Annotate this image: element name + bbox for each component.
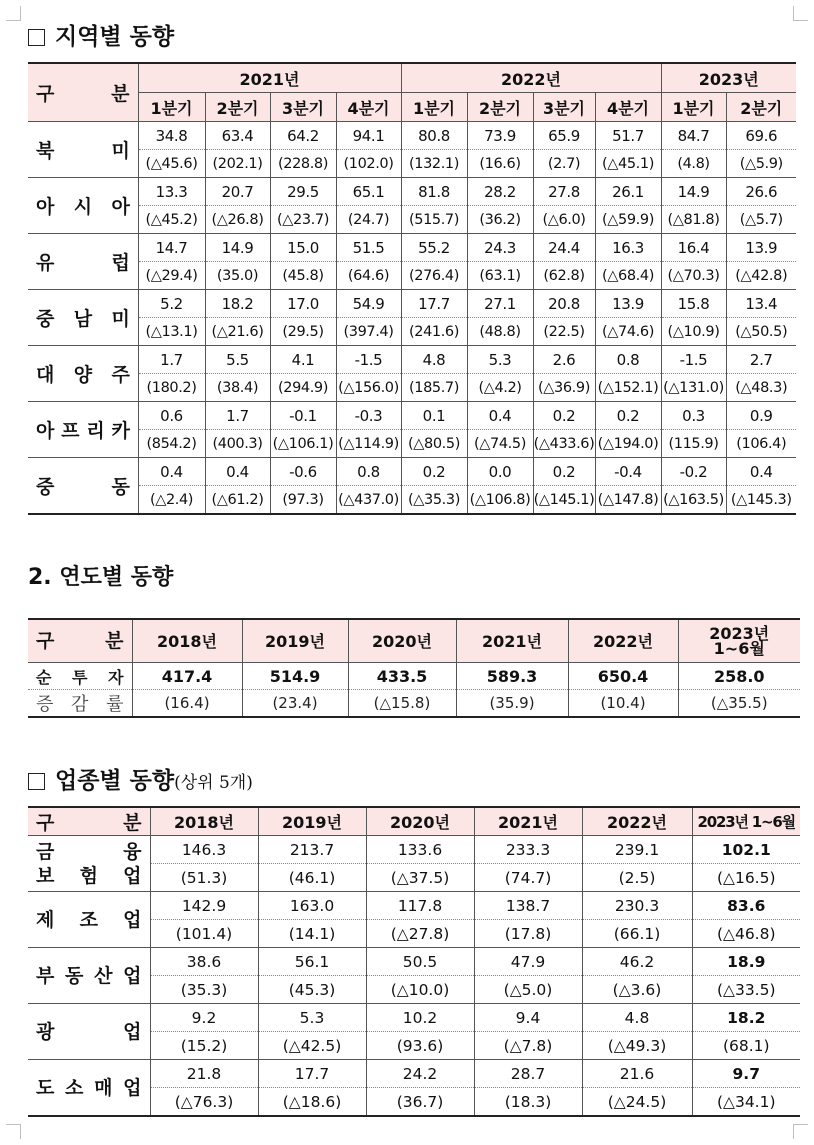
value-cell: -1.5 bbox=[336, 346, 401, 374]
value-cell: 17.0 bbox=[270, 290, 336, 318]
value-cell: 258.0 bbox=[678, 663, 800, 690]
value-cell: 64.2 bbox=[270, 122, 336, 150]
change-cell: (△36.9) bbox=[533, 374, 595, 402]
quarter-header: 3분기 bbox=[270, 93, 336, 122]
value-cell: 20.8 bbox=[533, 290, 595, 318]
change-cell: (△70.3) bbox=[661, 262, 726, 290]
change-cell: (△24.5) bbox=[582, 1088, 692, 1117]
value-cell: 0.6 bbox=[138, 402, 205, 430]
value-cell: 29.5 bbox=[270, 178, 336, 206]
change-cell: (4.8) bbox=[661, 150, 726, 178]
value-cell: 56.1 bbox=[258, 948, 366, 976]
value-cell: 0.8 bbox=[595, 346, 661, 374]
change-cell: (132.1) bbox=[401, 150, 467, 178]
year-header-line: 2023년 bbox=[709, 624, 770, 643]
change-cell: (△106.1) bbox=[270, 430, 336, 458]
change-cell: (△46.8) bbox=[692, 920, 800, 948]
value-cell: 0.4 bbox=[726, 458, 796, 486]
table-row bbox=[28, 262, 796, 290]
checkbox-square-icon bbox=[28, 29, 45, 46]
change-cell: (△10.0) bbox=[366, 976, 474, 1004]
year-header: 2020년 bbox=[348, 619, 456, 663]
value-cell: 233.3 bbox=[474, 836, 582, 864]
quarter-header: 1분기 bbox=[661, 93, 726, 122]
row-label-line: 부 동 산 업 bbox=[36, 964, 142, 987]
value-cell: 14.7 bbox=[138, 234, 205, 262]
row-label-line: 광 업 bbox=[36, 1020, 142, 1043]
page-corner-mark bbox=[6, 6, 21, 21]
change-cell: (38.4) bbox=[205, 374, 270, 402]
value-cell: 21.6 bbox=[582, 1060, 692, 1088]
value-cell: -0.3 bbox=[336, 402, 401, 430]
value-cell: 9.4 bbox=[474, 1004, 582, 1032]
change-cell: (29.5) bbox=[270, 318, 336, 346]
value-cell: 0.2 bbox=[595, 402, 661, 430]
change-cell: (2.7) bbox=[533, 150, 595, 178]
change-cell: (△18.6) bbox=[258, 1088, 366, 1117]
table-row bbox=[28, 234, 796, 262]
row-label bbox=[28, 1004, 150, 1060]
row-label: 중 남 미 bbox=[28, 290, 138, 346]
value-cell: 13.9 bbox=[595, 290, 661, 318]
change-cell: (△29.4) bbox=[138, 262, 205, 290]
value-cell: 0.9 bbox=[726, 402, 796, 430]
change-cell: (△33.5) bbox=[692, 976, 800, 1004]
value-cell: 142.9 bbox=[150, 892, 258, 920]
section-heading-region bbox=[28, 18, 174, 51]
value-cell: 230.3 bbox=[582, 892, 692, 920]
value-cell: 65.9 bbox=[533, 122, 595, 150]
value-cell: 18.2 bbox=[692, 1004, 800, 1032]
change-cell: (△48.3) bbox=[726, 374, 796, 402]
change-cell: (23.4) bbox=[242, 690, 348, 718]
value-cell: 18.9 bbox=[692, 948, 800, 976]
value-cell: 17.7 bbox=[401, 290, 467, 318]
table-row bbox=[28, 1060, 800, 1088]
value-cell: 117.8 bbox=[366, 892, 474, 920]
section-title: 2. 연도별 동향 bbox=[28, 565, 174, 590]
row-label: 중 동 bbox=[28, 458, 138, 515]
change-cell: (△81.8) bbox=[661, 206, 726, 234]
value-cell: 83.6 bbox=[692, 892, 800, 920]
change-cell: (202.1) bbox=[205, 150, 270, 178]
change-cell: (△61.2) bbox=[205, 486, 270, 515]
change-cell: (16.4) bbox=[132, 690, 242, 718]
page-corner-mark bbox=[6, 1124, 21, 1139]
change-cell: (93.6) bbox=[366, 1032, 474, 1060]
value-cell: 50.5 bbox=[366, 948, 474, 976]
value-cell: 38.6 bbox=[150, 948, 258, 976]
row-label bbox=[28, 836, 150, 892]
change-cell: (△2.4) bbox=[138, 486, 205, 515]
value-cell: 0.0 bbox=[467, 458, 533, 486]
value-cell: 0.2 bbox=[533, 458, 595, 486]
value-cell: 27.1 bbox=[467, 290, 533, 318]
change-cell: (17.8) bbox=[474, 920, 582, 948]
quarter-header: 4분기 bbox=[595, 93, 661, 122]
value-cell: -0.1 bbox=[270, 402, 336, 430]
change-cell: (68.1) bbox=[692, 1032, 800, 1060]
value-cell: -0.6 bbox=[270, 458, 336, 486]
row-label: 유 럽 bbox=[28, 234, 138, 290]
row-label-line: 제 조 업 bbox=[36, 908, 142, 931]
value-cell: 133.6 bbox=[366, 836, 474, 864]
quarter-header: 1분기 bbox=[138, 93, 205, 122]
change-cell: (63.1) bbox=[467, 262, 533, 290]
year-header: 2021년 bbox=[138, 63, 401, 93]
change-cell: (△26.8) bbox=[205, 206, 270, 234]
table-row bbox=[28, 206, 796, 234]
row-label: 북 미 bbox=[28, 122, 138, 178]
change-cell: (△7.8) bbox=[474, 1032, 582, 1060]
section-heading-industry bbox=[28, 762, 253, 795]
value-cell: 589.3 bbox=[456, 663, 568, 690]
change-cell: (62.8) bbox=[533, 262, 595, 290]
change-cell: (51.3) bbox=[150, 864, 258, 892]
change-cell: (276.4) bbox=[401, 262, 467, 290]
year-header bbox=[678, 619, 800, 663]
change-cell: (△114.9) bbox=[336, 430, 401, 458]
change-cell: (△4.2) bbox=[467, 374, 533, 402]
change-cell: (△45.1) bbox=[595, 150, 661, 178]
value-cell: 69.6 bbox=[726, 122, 796, 150]
value-cell: 2.6 bbox=[533, 346, 595, 374]
year-header: 2019년 bbox=[242, 619, 348, 663]
change-cell: (△23.7) bbox=[270, 206, 336, 234]
quarter-header: 2분기 bbox=[726, 93, 796, 122]
value-cell: 24.2 bbox=[366, 1060, 474, 1088]
table-row bbox=[28, 178, 796, 206]
value-cell: 80.8 bbox=[401, 122, 467, 150]
year-header: 2022년 bbox=[568, 619, 678, 663]
value-cell: 163.0 bbox=[258, 892, 366, 920]
table-row bbox=[28, 430, 796, 458]
value-cell: 13.4 bbox=[726, 290, 796, 318]
value-cell: 4.8 bbox=[582, 1004, 692, 1032]
change-cell: (46.1) bbox=[258, 864, 366, 892]
change-cell: (400.3) bbox=[205, 430, 270, 458]
region-trend-table bbox=[28, 62, 796, 515]
change-cell: (115.9) bbox=[661, 430, 726, 458]
change-cell: (△147.8) bbox=[595, 486, 661, 515]
year-header: 2022년 bbox=[582, 807, 692, 836]
value-cell: 54.9 bbox=[336, 290, 401, 318]
year-header: 2018년 bbox=[132, 619, 242, 663]
change-cell: (△74.6) bbox=[595, 318, 661, 346]
change-cell: (△68.4) bbox=[595, 262, 661, 290]
table-row bbox=[28, 948, 800, 976]
change-cell: (35.3) bbox=[150, 976, 258, 1004]
change-cell: (△106.8) bbox=[467, 486, 533, 515]
change-cell: (△27.8) bbox=[366, 920, 474, 948]
value-cell: -0.2 bbox=[661, 458, 726, 486]
section-subtitle: (상위 5개) bbox=[174, 773, 253, 793]
table-row bbox=[28, 150, 796, 178]
value-cell: 0.3 bbox=[661, 402, 726, 430]
row-label: 아 시 아 bbox=[28, 178, 138, 234]
change-cell: (36.7) bbox=[366, 1088, 474, 1117]
change-cell: (18.3) bbox=[474, 1088, 582, 1117]
value-cell: 73.9 bbox=[467, 122, 533, 150]
change-cell: (△194.0) bbox=[595, 430, 661, 458]
value-cell: 9.2 bbox=[150, 1004, 258, 1032]
header-label: 구 분 bbox=[28, 619, 132, 663]
year-header: 2019년 bbox=[258, 807, 366, 836]
year-header: 2022년 bbox=[401, 63, 661, 93]
row-label-line: 도 소 매 업 bbox=[36, 1076, 142, 1099]
change-cell: (△5.9) bbox=[726, 150, 796, 178]
change-cell: (△6.0) bbox=[533, 206, 595, 234]
change-cell: (△5.7) bbox=[726, 206, 796, 234]
value-cell: 26.1 bbox=[595, 178, 661, 206]
value-cell: 5.3 bbox=[467, 346, 533, 374]
section-heading-annual bbox=[28, 560, 173, 591]
row-label: 순 투 자 bbox=[28, 663, 132, 690]
table-row bbox=[28, 892, 800, 920]
value-cell: 1.7 bbox=[138, 346, 205, 374]
value-cell: 9.7 bbox=[692, 1060, 800, 1088]
value-cell: 63.4 bbox=[205, 122, 270, 150]
value-cell: 51.5 bbox=[336, 234, 401, 262]
value-cell: 102.1 bbox=[692, 836, 800, 864]
value-cell: 46.2 bbox=[582, 948, 692, 976]
value-cell: 0.4 bbox=[467, 402, 533, 430]
row-label: 증 감 률 bbox=[28, 690, 132, 718]
value-cell: 81.8 bbox=[401, 178, 467, 206]
change-cell: (241.6) bbox=[401, 318, 467, 346]
value-cell: 55.2 bbox=[401, 234, 467, 262]
year-header: 2021년 bbox=[474, 807, 582, 836]
change-cell: (△145.3) bbox=[726, 486, 796, 515]
year-header: 2021년 bbox=[456, 619, 568, 663]
value-cell: 0.8 bbox=[336, 458, 401, 486]
change-cell: (△13.1) bbox=[138, 318, 205, 346]
value-cell: 433.5 bbox=[348, 663, 456, 690]
value-cell: 417.4 bbox=[132, 663, 242, 690]
value-cell: 84.7 bbox=[661, 122, 726, 150]
value-cell: 27.8 bbox=[533, 178, 595, 206]
table-row bbox=[28, 458, 796, 486]
value-cell: 16.3 bbox=[595, 234, 661, 262]
table-row bbox=[28, 122, 796, 150]
change-cell: (△74.5) bbox=[467, 430, 533, 458]
value-cell: 2.7 bbox=[726, 346, 796, 374]
change-cell: (△59.9) bbox=[595, 206, 661, 234]
quarter-header: 4분기 bbox=[336, 93, 401, 122]
change-cell: (14.1) bbox=[258, 920, 366, 948]
table-row bbox=[28, 374, 796, 402]
change-cell: (15.2) bbox=[150, 1032, 258, 1060]
change-cell: (△15.8) bbox=[348, 690, 456, 718]
quarter-header: 2분기 bbox=[467, 93, 533, 122]
table-row bbox=[28, 1004, 800, 1032]
change-cell: (△10.9) bbox=[661, 318, 726, 346]
change-cell: (△80.5) bbox=[401, 430, 467, 458]
row-label-line: 보 험 업 bbox=[36, 864, 142, 887]
year-header: 2018년 bbox=[150, 807, 258, 836]
value-cell: 0.4 bbox=[138, 458, 205, 486]
change-cell: (185.7) bbox=[401, 374, 467, 402]
change-cell: (△437.0) bbox=[336, 486, 401, 515]
table-row bbox=[28, 290, 796, 318]
value-cell: 28.2 bbox=[467, 178, 533, 206]
change-cell: (△145.1) bbox=[533, 486, 595, 515]
value-cell: 5.2 bbox=[138, 290, 205, 318]
change-cell: (854.2) bbox=[138, 430, 205, 458]
change-cell: (74.7) bbox=[474, 864, 582, 892]
value-cell: 213.7 bbox=[258, 836, 366, 864]
year-header: 2020년 bbox=[366, 807, 474, 836]
change-cell: (△42.8) bbox=[726, 262, 796, 290]
change-cell: (△163.5) bbox=[661, 486, 726, 515]
value-cell: 1.7 bbox=[205, 402, 270, 430]
row-label-line: 금 융 bbox=[36, 840, 142, 863]
value-cell: -0.4 bbox=[595, 458, 661, 486]
change-cell: (35.9) bbox=[456, 690, 568, 718]
change-cell: (△45.2) bbox=[138, 206, 205, 234]
quarter-header: 1분기 bbox=[401, 93, 467, 122]
value-cell: 28.7 bbox=[474, 1060, 582, 1088]
value-cell: 138.7 bbox=[474, 892, 582, 920]
year-header-line: 1~6월 bbox=[713, 639, 765, 658]
value-cell: 14.9 bbox=[661, 178, 726, 206]
change-cell: (35.0) bbox=[205, 262, 270, 290]
value-cell: 4.8 bbox=[401, 346, 467, 374]
value-cell: -1.5 bbox=[661, 346, 726, 374]
value-cell: 0.2 bbox=[533, 402, 595, 430]
value-cell: 5.5 bbox=[205, 346, 270, 374]
change-cell: (△16.5) bbox=[692, 864, 800, 892]
value-cell: 94.1 bbox=[336, 122, 401, 150]
value-cell: 13.9 bbox=[726, 234, 796, 262]
table-row bbox=[28, 663, 800, 690]
change-cell: (36.2) bbox=[467, 206, 533, 234]
change-cell: (102.0) bbox=[336, 150, 401, 178]
value-cell: 146.3 bbox=[150, 836, 258, 864]
value-cell: 15.0 bbox=[270, 234, 336, 262]
table-row bbox=[28, 402, 796, 430]
change-cell: (180.2) bbox=[138, 374, 205, 402]
year-header: 2023년 1~6월 bbox=[692, 807, 800, 836]
change-cell: (△3.6) bbox=[582, 976, 692, 1004]
change-cell: (△37.5) bbox=[366, 864, 474, 892]
change-cell: (45.8) bbox=[270, 262, 336, 290]
change-cell: (△21.6) bbox=[205, 318, 270, 346]
year-header: 2023년 bbox=[661, 63, 796, 93]
change-cell: (294.9) bbox=[270, 374, 336, 402]
change-cell: (△35.3) bbox=[401, 486, 467, 515]
header-label: 구 분 bbox=[28, 63, 138, 122]
value-cell: 0.4 bbox=[205, 458, 270, 486]
value-cell: 14.9 bbox=[205, 234, 270, 262]
change-cell: (△42.5) bbox=[258, 1032, 366, 1060]
value-cell: 24.4 bbox=[533, 234, 595, 262]
section-title: 업종별 동향 bbox=[55, 767, 175, 794]
table-row bbox=[28, 836, 800, 864]
change-cell: (106.4) bbox=[726, 430, 796, 458]
change-cell: (16.6) bbox=[467, 150, 533, 178]
value-cell: 18.2 bbox=[205, 290, 270, 318]
value-cell: 5.3 bbox=[258, 1004, 366, 1032]
value-cell: 20.7 bbox=[205, 178, 270, 206]
table-row bbox=[28, 690, 800, 718]
change-cell: (△45.6) bbox=[138, 150, 205, 178]
value-cell: 24.3 bbox=[467, 234, 533, 262]
row-label bbox=[28, 892, 150, 948]
table-row bbox=[28, 346, 796, 374]
change-cell: (397.4) bbox=[336, 318, 401, 346]
value-cell: 13.3 bbox=[138, 178, 205, 206]
change-cell: (△50.5) bbox=[726, 318, 796, 346]
change-cell: (2.5) bbox=[582, 864, 692, 892]
change-cell: (△5.0) bbox=[474, 976, 582, 1004]
value-cell: 239.1 bbox=[582, 836, 692, 864]
value-cell: 17.7 bbox=[258, 1060, 366, 1088]
change-cell: (△131.0) bbox=[661, 374, 726, 402]
value-cell: 16.4 bbox=[661, 234, 726, 262]
value-cell: 650.4 bbox=[568, 663, 678, 690]
change-cell: (66.1) bbox=[582, 920, 692, 948]
change-cell: (△433.6) bbox=[533, 430, 595, 458]
change-cell: (515.7) bbox=[401, 206, 467, 234]
change-cell: (45.3) bbox=[258, 976, 366, 1004]
change-cell: (△34.1) bbox=[692, 1088, 800, 1117]
change-cell: (10.4) bbox=[568, 690, 678, 718]
value-cell: 514.9 bbox=[242, 663, 348, 690]
checkbox-square-icon bbox=[28, 773, 45, 790]
value-cell: 26.6 bbox=[726, 178, 796, 206]
page-corner-mark bbox=[793, 6, 808, 21]
value-cell: 21.8 bbox=[150, 1060, 258, 1088]
table-row bbox=[28, 486, 796, 515]
page-corner-mark bbox=[793, 1124, 808, 1139]
value-cell: 34.8 bbox=[138, 122, 205, 150]
change-cell: (△49.3) bbox=[582, 1032, 692, 1060]
annual-trend-table bbox=[28, 618, 800, 718]
value-cell: 47.9 bbox=[474, 948, 582, 976]
value-cell: 15.8 bbox=[661, 290, 726, 318]
change-cell: (228.8) bbox=[270, 150, 336, 178]
value-cell: 10.2 bbox=[366, 1004, 474, 1032]
change-cell: (△35.5) bbox=[678, 690, 800, 718]
row-label: 대 양 주 bbox=[28, 346, 138, 402]
change-cell: (48.8) bbox=[467, 318, 533, 346]
header-label: 구 분 bbox=[28, 807, 150, 836]
change-cell: (△156.0) bbox=[336, 374, 401, 402]
change-cell: (101.4) bbox=[150, 920, 258, 948]
section-title: 지역별 동향 bbox=[55, 23, 175, 50]
industry-trend-table bbox=[28, 806, 800, 1117]
value-cell: 65.1 bbox=[336, 178, 401, 206]
row-label bbox=[28, 1060, 150, 1117]
change-cell: (22.5) bbox=[533, 318, 595, 346]
quarter-header: 2분기 bbox=[205, 93, 270, 122]
quarter-header: 3분기 bbox=[533, 93, 595, 122]
row-label: 아 프 리 카 bbox=[28, 402, 138, 458]
table-row bbox=[28, 318, 796, 346]
value-cell: 4.1 bbox=[270, 346, 336, 374]
change-cell: (24.7) bbox=[336, 206, 401, 234]
change-cell: (△76.3) bbox=[150, 1088, 258, 1117]
change-cell: (97.3) bbox=[270, 486, 336, 515]
change-cell: (64.6) bbox=[336, 262, 401, 290]
change-cell: (△152.1) bbox=[595, 374, 661, 402]
value-cell: 0.1 bbox=[401, 402, 467, 430]
value-cell: 51.7 bbox=[595, 122, 661, 150]
value-cell: 0.2 bbox=[401, 458, 467, 486]
row-label bbox=[28, 948, 150, 1004]
